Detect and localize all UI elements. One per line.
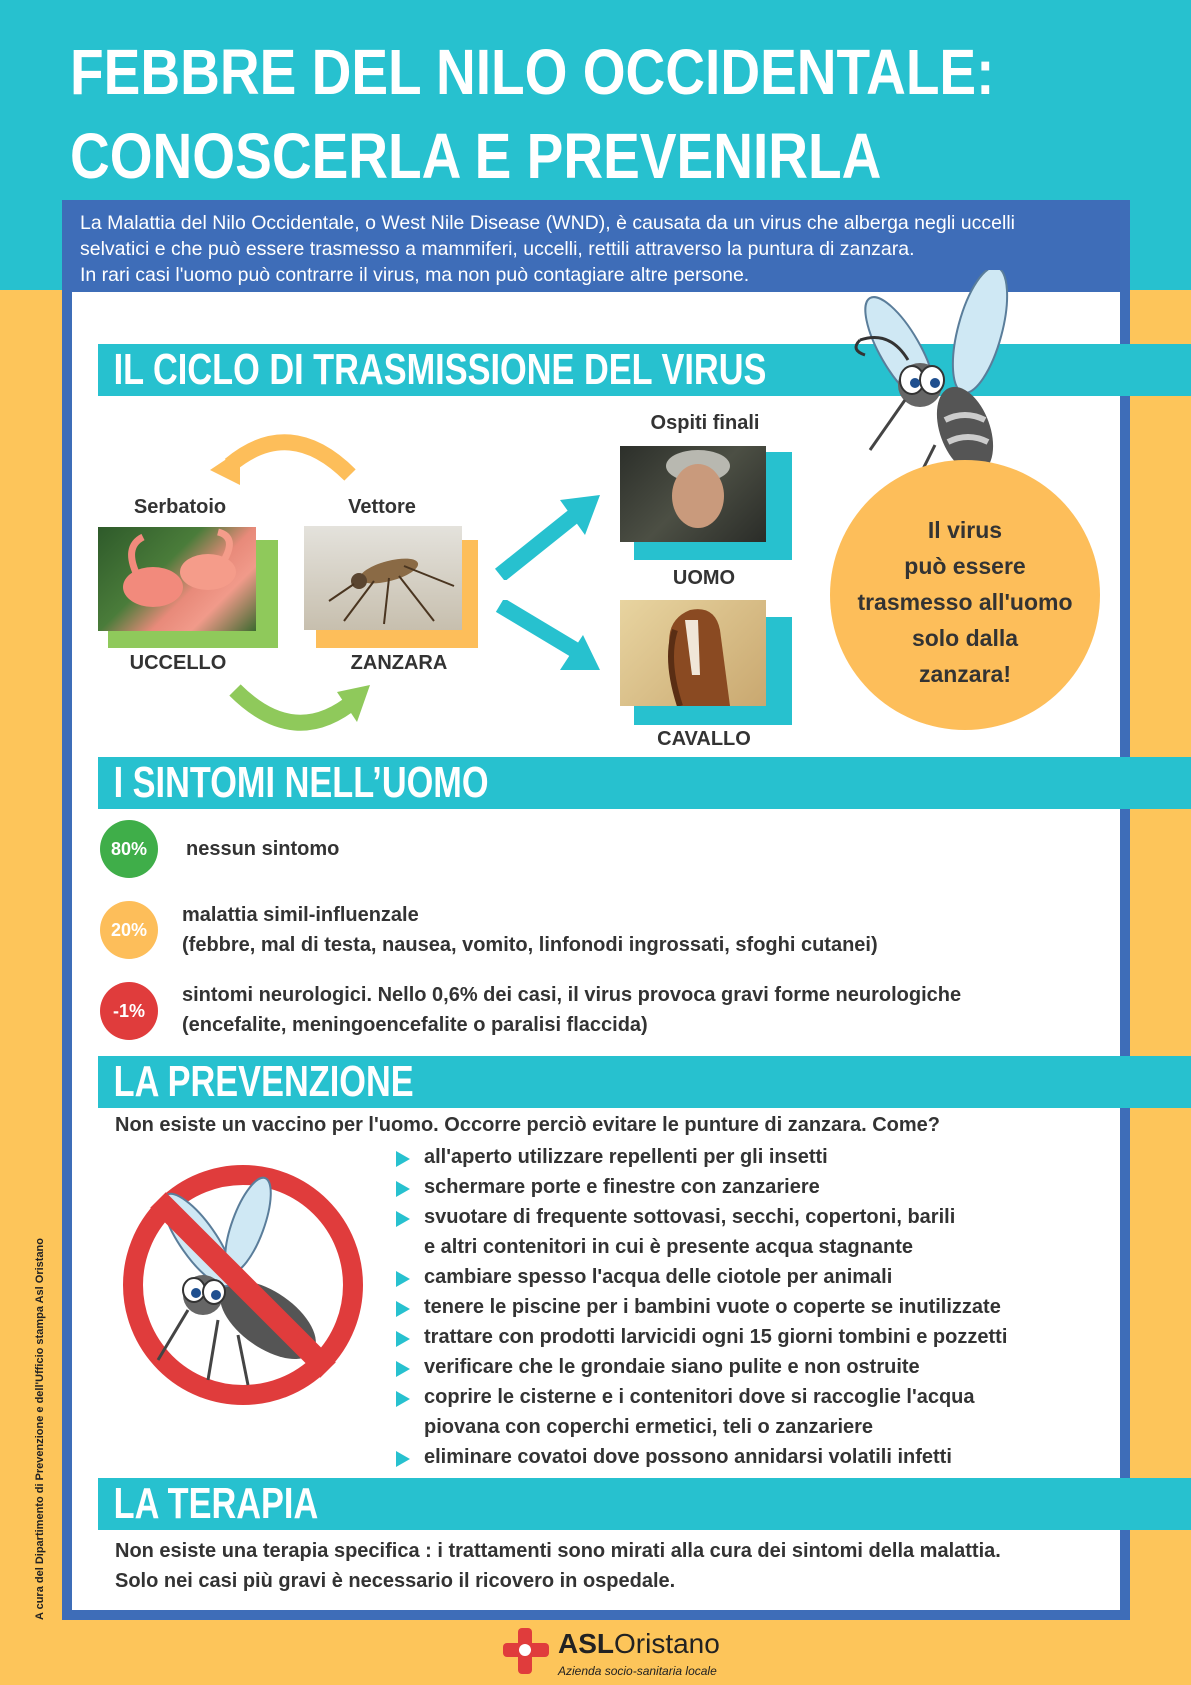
bubble-text: Il virus può essere trasmesso all'uomo solo dalla zanzara! (857, 517, 1073, 687)
logo-name: ASLOristano (558, 1628, 720, 1659)
side-credit: A cura del Dipartimento di Prevenzione e dell'Ufficio stampa Asl Oristano (34, 1238, 46, 1620)
label-uccello: UCCELLO (129, 652, 227, 674)
bullet-triangle-icon (396, 1271, 410, 1287)
bullet-triangle-icon (396, 1301, 410, 1317)
man-portrait-icon (620, 446, 766, 542)
photo-cavallo (620, 600, 766, 706)
prevention-list (396, 1142, 1096, 1472)
prevention-item: coprire le cisterne e i contenitori dove si raccoglie l'acqua (396, 1382, 1096, 1412)
symptom-text-3: sintomi neurologici. Nello 0,6% dei casi, il virus provoca gravi forme neurologiche (encefalite, meningoencefalite o paralisi flaccida) (182, 984, 962, 1036)
bullet-triangle-icon (396, 1391, 410, 1407)
bullet-triangle-icon (396, 1151, 410, 1167)
bullet-triangle-icon (396, 1331, 410, 1347)
prevention-item: svuotare di frequente sottovasi, secchi, copertoni, barili (396, 1202, 1096, 1232)
section-title-cycle: IL CICLO DI TRASMISSIONE DEL VIRUS (113, 345, 767, 394)
prevention-item: verificare che le grondaie siano pulite e non ostruite (396, 1352, 1096, 1382)
flamingo-icon (98, 527, 256, 631)
intro-text: La Malattia del Nilo Occidentale, o West Nile Disease (WND), è causata da un virus che alberga negli uccelli selvatici e che può essere trasmesso a mammiferi, uccelli, rettili attraverso la puntura di zanzara. In rari casi l'uomo può contrarre il virus, ma non può contagiare altre persone. (80, 212, 1015, 286)
percent-badge-80: 80% (100, 820, 158, 878)
bullet-triangle-icon (396, 1361, 410, 1377)
label-zanzara: ZANZARA (350, 652, 448, 674)
percent-badge-20: 20% (100, 901, 158, 959)
section-title-symptoms: I SINTOMI NELL’UOMO (113, 758, 489, 807)
label-ospiti-finali: Ospiti finali (650, 412, 760, 434)
arrow-to-uomo-icon (495, 490, 605, 580)
prevention-item-continued: piovana con coperchi ermetici, teli o zanzariere (424, 1416, 874, 1438)
page-title (70, 30, 1016, 198)
label-vettore: Vettore (348, 496, 416, 518)
title-line-2: CONOSCERLA E PREVENIRLA (70, 120, 882, 192)
bullet-triangle-icon (396, 1451, 410, 1467)
yellow-curved-arrow-icon (210, 425, 360, 485)
logo-subtitle: Azienda socio-sanitaria locale (558, 1664, 717, 1678)
prevention-item: trattare con prodotti larvicidi ogni 15 giorni tombini e pozzetti (396, 1322, 1096, 1352)
prevention-intro: Non esiste un vaccino per l'uomo. Occorre perciò evitare le punture di zanzara. Come? (115, 1114, 940, 1136)
prevention-item: eliminare covatoi dove possono annidarsi volatili infetti (396, 1442, 1096, 1472)
prevention-item: schermare porte e finestre con zanzariere (396, 1172, 1096, 1202)
label-cavallo: CAVALLO (657, 728, 751, 750)
therapy-text: Non esiste una terapia specifica : i trattamenti sono mirati alla cura dei sintomi della malattia. Solo nei casi più gravi è necessario il ricovero in ospedale. (115, 1540, 1001, 1592)
section-bar-symptoms (98, 757, 1191, 809)
bullet-triangle-icon (396, 1181, 410, 1197)
section-title-prevention: LA PREVENZIONE (113, 1057, 414, 1106)
green-curved-arrow-icon (225, 680, 375, 750)
section-bar-therapy (98, 1478, 1191, 1530)
photo-zanzara (304, 526, 462, 630)
arrow-to-cavallo-icon (495, 600, 605, 680)
percent-badge-under-1: -1% (100, 982, 158, 1040)
prevention-item: cambiare spesso l'acqua delle ciotole per animali (396, 1262, 1096, 1292)
symptom-text-1: nessun sintomo (186, 838, 340, 860)
mosquito-photo-icon (304, 526, 462, 630)
asl-logo-icon (500, 1626, 552, 1678)
photo-uomo (620, 446, 766, 542)
section-bar-prevention (98, 1056, 1191, 1108)
title-line-1: FEBBRE DEL NILO OCCIDENTALE: (70, 36, 995, 108)
photo-uccello (98, 527, 256, 631)
section-title-therapy: LA TERAPIA (113, 1479, 319, 1528)
prevention-item: all'aperto utilizzare repellenti per gli insetti (396, 1142, 1096, 1172)
label-uomo: UOMO (672, 567, 736, 589)
no-mosquito-sign-icon (118, 1160, 368, 1410)
label-serbatoio: Serbatoio (133, 496, 227, 518)
bullet-triangle-icon (396, 1211, 410, 1227)
symptom-text-2: malattia simil-influenzale (febbre, mal di testa, nausea, vomito, linfonodi ingrossati, sfoghi cutanei) (182, 904, 878, 956)
prevention-item: tenere le piscine per i bambini vuote o coperte se inutilizzate (396, 1292, 1096, 1322)
horse-icon (620, 600, 766, 706)
prevention-item-continued: e altri contenitori in cui è presente acqua stagnante (424, 1236, 914, 1258)
